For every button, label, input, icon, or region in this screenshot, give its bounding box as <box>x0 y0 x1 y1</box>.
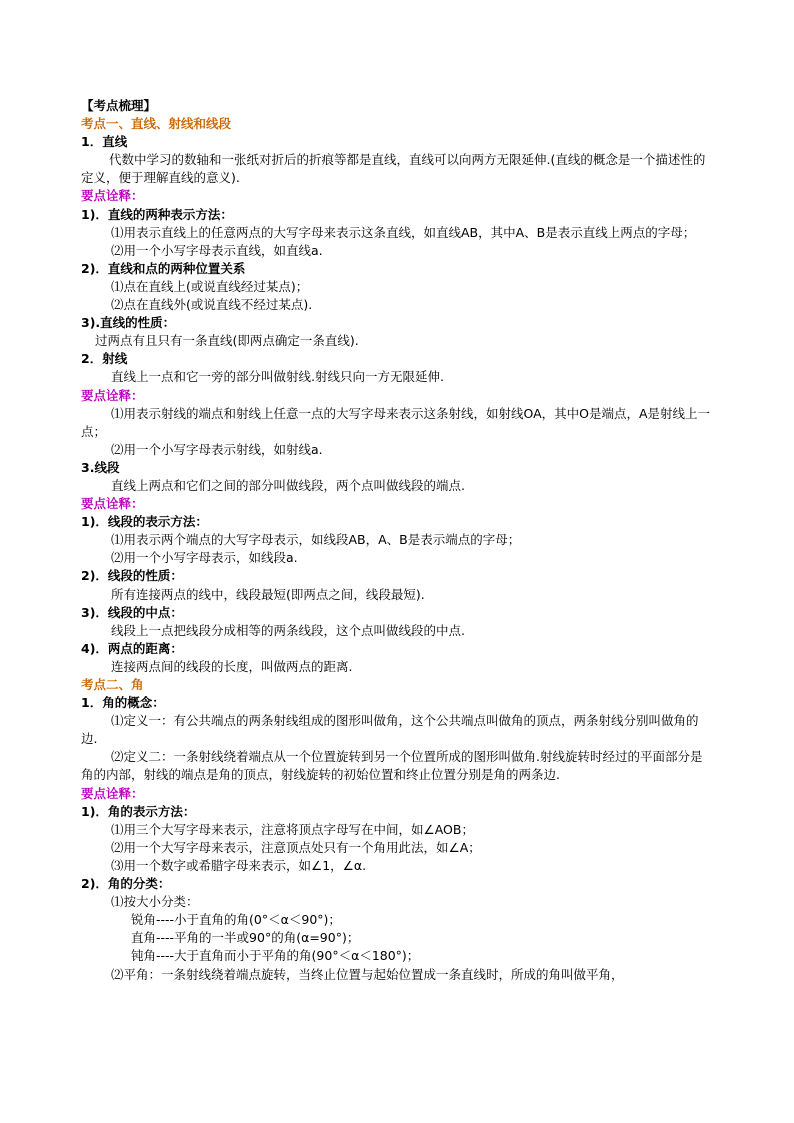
segment-notation-item-1: ⑴用表示两个端点的大写字母表示，如线段AB，A、B是表示端点的字母； <box>111 532 521 548</box>
subtopic-line-title: 1．直线 <box>81 134 128 150</box>
line-property-text: 过两点有且只有一条直线(即两点确定一条直线). <box>95 333 359 349</box>
right-angle-text: 直角----平角的一半或90°的角(α=90°)； <box>131 930 360 946</box>
angle-classification-heading: 2)．角的分类： <box>81 876 171 892</box>
subtopic-ray-title: 2．射线 <box>81 351 128 367</box>
straight-angle-text: ⑵平角：一条射线绕着端点旋转，当终止位置与起始位置成一条直线时，所成的角叫做平角， <box>111 966 624 982</box>
segment-notation-heading: 1)．线段的表示方法： <box>81 514 208 530</box>
key-notes-label: 要点诠释： <box>81 387 144 403</box>
ray-notation-item-1: ⑴用表示射线的端点和射线上任意一点的大写字母来表示这条射线，如射线OA，其中O是端点，A是射线上一点； <box>81 405 711 439</box>
classify-by-size-label: ⑴按大小分类： <box>111 894 199 910</box>
angle-notation-item-2: ⑵用一个大写字母来表示，注意顶点处只有一个角用此法，如∠A； <box>111 839 481 855</box>
key-notes-label: 要点诠释： <box>81 785 144 801</box>
segment-definition-paragraph: 直线上两点和它们之间的部分叫做线段，两个点叫做线段的端点. <box>111 477 465 493</box>
acute-angle-text: 锐角----小于直角的角(0°＜α＜90°)； <box>131 912 341 928</box>
angle-notation-item-3: ⑶用一个数字或希腊字母来表示，如∠1，∠α. <box>111 857 367 873</box>
angle-concept-title: 1．角的概念： <box>81 695 165 711</box>
angle-definition-2: ⑵定义二：一条射线绕着端点从一个位置旋转到另一个位置所成的图形叫做角.射线旋转时经过的平面部分是角的内部，射线的端点是角的顶点，射线旋转的初始位置和终止位置分别是角的两条边. <box>81 749 703 783</box>
topic-2-title: 考点二、角 <box>81 677 144 692</box>
ray-notation-item-2: ⑵用一个小写字母表示射线，如射线a. <box>111 441 323 457</box>
point-line-relation-heading: 2)．直线和点的两种位置关系 <box>81 260 246 276</box>
angle-definition-1: ⑴定义一：有公共端点的两条射线组成的图形叫做角，这个公共端点叫做角的顶点，两条射线分别叫做角的边. <box>81 713 699 747</box>
key-notes-label: 要点诠释： <box>81 188 144 204</box>
line-property-heading: 3).直线的性质： <box>81 315 176 331</box>
line-notation-item-2: ⑵用一个小写字母表示直线，如直线a. <box>111 242 323 258</box>
document-body <box>81 97 713 984</box>
line-notation-item-1: ⑴用表示直线上的任意两点的大写字母来表示这条直线，如直线AB，其中A、B是表示直线上两点的字母； <box>111 224 696 240</box>
topic-1-title: 考点一、直线、射线和线段 <box>81 116 232 132</box>
line-definition-paragraph: 代数中学习的数轴和一张纸对折后的折痕等都是直线，直线可以向两方无限延伸.(直线的概念是一个描述性的定义，便于理解直线的意义). <box>81 152 706 186</box>
segment-midpoint-text: 线段上一点把线段分成相等的两条线段，这个点叫做线段的中点. <box>111 622 465 638</box>
point-distance-text: 连接两点间的线段的长度，叫做两点的距离. <box>111 658 353 674</box>
segment-property-heading: 2)．线段的性质： <box>81 568 183 584</box>
point-distance-heading: 4)．两点的距离： <box>81 640 183 656</box>
angle-notation-heading: 1)．角的表示方法： <box>81 803 196 819</box>
key-notes-label: 要点诠释： <box>81 496 144 512</box>
segment-notation-item-2: ⑵用一个小写字母表示，如线段a. <box>111 550 298 566</box>
point-line-relation-item-2: ⑵点在直线外(或说直线不经过某点). <box>111 297 313 313</box>
line-notation-heading: 1)．直线的两种表示方法： <box>81 206 233 222</box>
segment-property-text: 所有连接两点的线中，线段最短(即两点之间，线段最短). <box>111 586 425 602</box>
angle-notation-item-1: ⑴用三个大写字母来表示，注意将顶点字母写在中间，如∠AOB； <box>111 821 474 837</box>
point-line-relation-item-1: ⑴点在直线上(或说直线经过某点)； <box>111 278 309 294</box>
section-heading: 【考点梳理】 <box>81 98 157 113</box>
obtuse-angle-text: 钝角----大于直角而小于平角的角(90°＜α＜180°)； <box>131 948 420 964</box>
ray-definition-paragraph: 直线上一点和它一旁的部分叫做射线.射线只向一方无限延伸. <box>111 369 444 385</box>
subtopic-segment-title: 3.线段 <box>81 459 120 475</box>
segment-midpoint-heading: 3)．线段的中点： <box>81 604 183 620</box>
